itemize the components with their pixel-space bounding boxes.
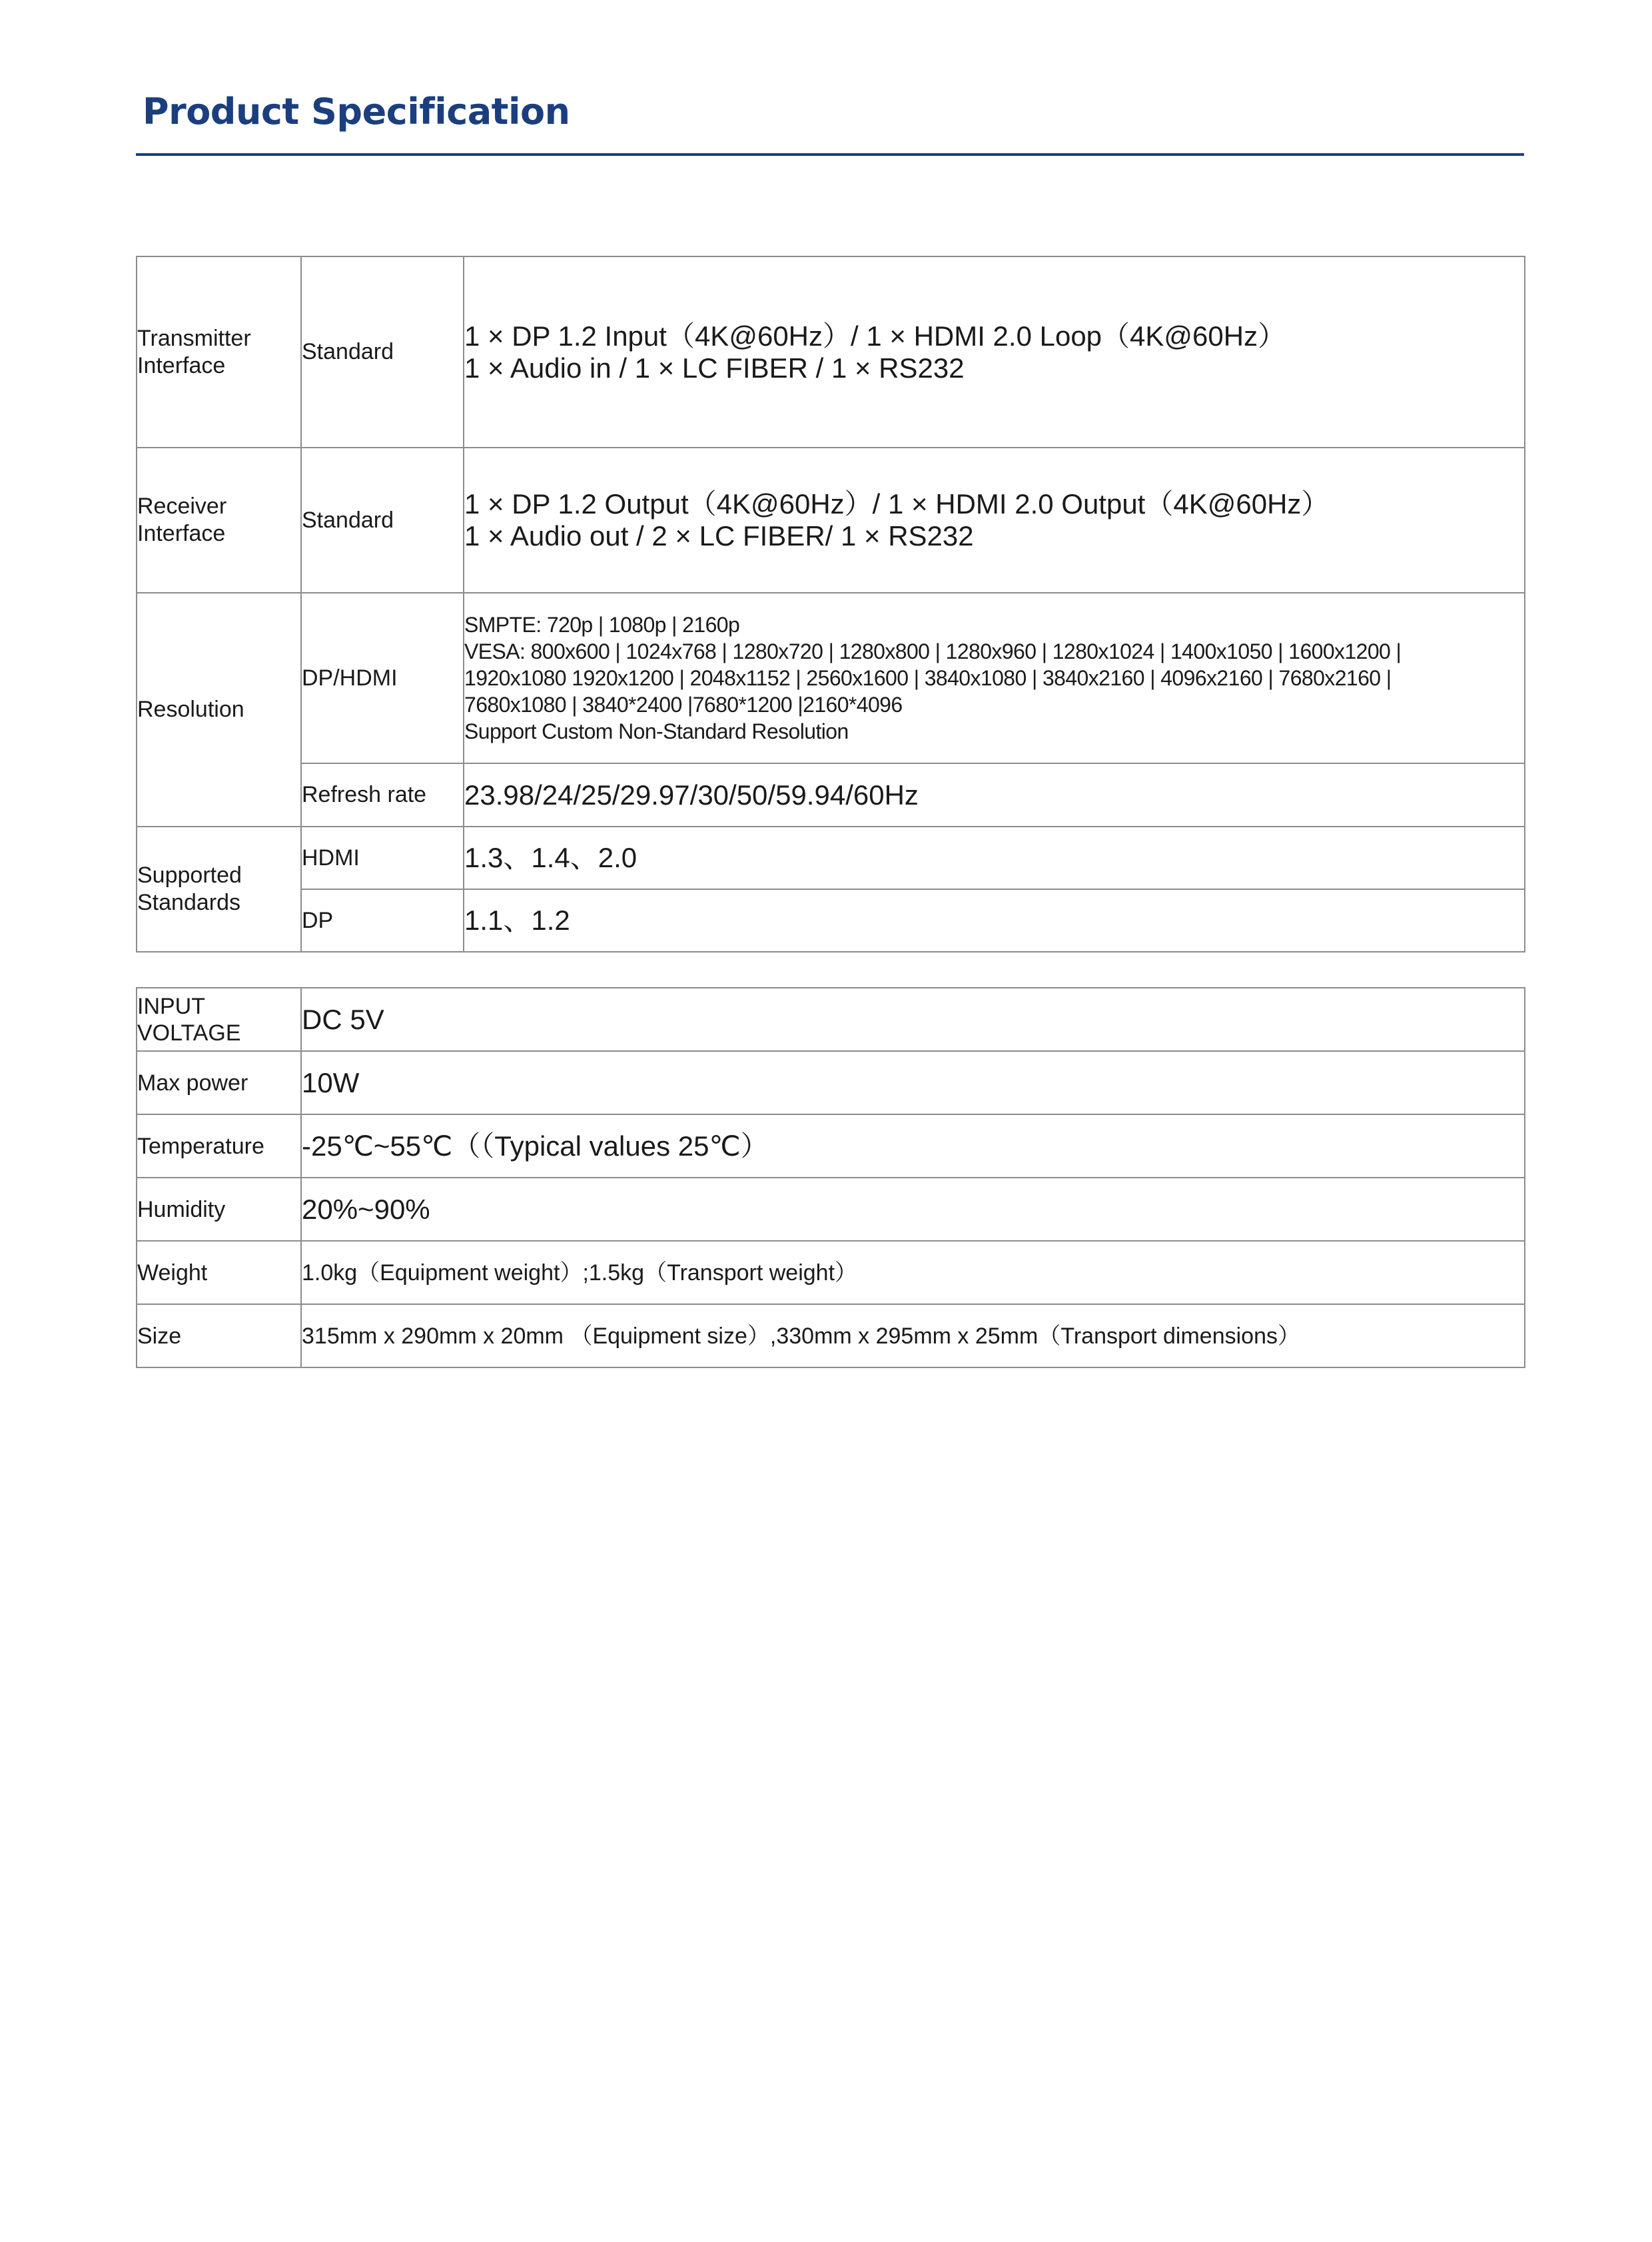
table-row bbox=[137, 1178, 1525, 1241]
row-label-temperature: Temperature bbox=[137, 1114, 301, 1178]
row-label-input-voltage: INPUT VOLTAGE bbox=[137, 988, 301, 1051]
table-row bbox=[137, 1051, 1525, 1114]
row-label-size: Size bbox=[137, 1304, 301, 1367]
row-label-receiver: Receiver Interface bbox=[137, 448, 301, 593]
table-row bbox=[137, 593, 1525, 763]
dp-versions-value: 1.1、1.2 bbox=[464, 889, 1525, 952]
size-value: 315mm x 290mm x 20mm （Equipment size）,330mm x 295mm x 25mm（Transport dimensions） bbox=[301, 1304, 1525, 1367]
sub-label-standard: Standard bbox=[301, 448, 464, 593]
receiver-value: 1 × DP 1.2 Output（4K@60Hz）/ 1 × HDMI 2.0 Output（4K@60Hz） 1 × Audio out / 2 × LC FIBER/ 1 × RS232 bbox=[464, 448, 1525, 593]
resolution-list: SMPTE: 720p | 1080p | 2160p VESA: 800x600 | 1024x768 | 1280x720 | 1280x800 | 1280x960 | 1280x1024 | 1400x1050 | 1600x1200 | 1920x1080 1920x1200 | 2048x1152 | 2560x1600 | 3840x1080 | 3840x2160 | 4096x2160 | 7680x2160 | 7680x1080 | 3840*2400 |7680*1200 |2160*4096 Support Custom Non-Standard Resolution bbox=[464, 593, 1525, 763]
page-title: Product Specification bbox=[143, 91, 570, 133]
row-label-transmitter: Transmitter Interface bbox=[137, 256, 301, 448]
table-row bbox=[137, 889, 1525, 952]
table-row bbox=[137, 1241, 1525, 1304]
table-row bbox=[137, 763, 1525, 827]
row-label-max-power: Max power bbox=[137, 1051, 301, 1114]
table-row bbox=[137, 1304, 1525, 1367]
transmitter-value: 1 × DP 1.2 Input（4K@60Hz）/ 1 × HDMI 2.0 Loop（4K@60Hz） 1 × Audio in / 1 × LC FIBER / 1 × RS232 bbox=[464, 256, 1525, 448]
interface-spec-table bbox=[136, 256, 1525, 952]
sub-label-standard: Standard bbox=[301, 256, 464, 448]
power-env-spec-table bbox=[136, 987, 1525, 1368]
row-label-supported-standards: Supported Standards bbox=[137, 827, 301, 952]
row-label-resolution: Resolution bbox=[137, 593, 301, 827]
sub-label-dp-hdmi: DP/HDMI bbox=[301, 593, 464, 763]
refresh-rate-value: 23.98/24/25/29.97/30/50/59.94/60Hz bbox=[464, 763, 1525, 827]
max-power-value: 10W bbox=[301, 1051, 1525, 1114]
sub-label-hdmi: HDMI bbox=[301, 827, 464, 889]
input-voltage-value: DC 5V bbox=[301, 988, 1525, 1051]
row-label-weight: Weight bbox=[137, 1241, 301, 1304]
table-row bbox=[137, 827, 1525, 889]
title-divider bbox=[136, 153, 1524, 156]
temperature-value: -25℃~55℃（（Typical values 25℃） bbox=[301, 1114, 1525, 1178]
table-row bbox=[137, 1114, 1525, 1178]
sub-label-dp: DP bbox=[301, 889, 464, 952]
humidity-value: 20%~90% bbox=[301, 1178, 1525, 1241]
hdmi-versions-value: 1.3、1.4、2.0 bbox=[464, 827, 1525, 889]
table-row bbox=[137, 448, 1525, 593]
sub-label-refresh-rate: Refresh rate bbox=[301, 763, 464, 827]
weight-value: 1.0kg（Equipment weight）;1.5kg（Transport weight） bbox=[301, 1241, 1525, 1304]
table-row bbox=[137, 988, 1525, 1051]
row-label-humidity: Humidity bbox=[137, 1178, 301, 1241]
table-row bbox=[137, 256, 1525, 448]
